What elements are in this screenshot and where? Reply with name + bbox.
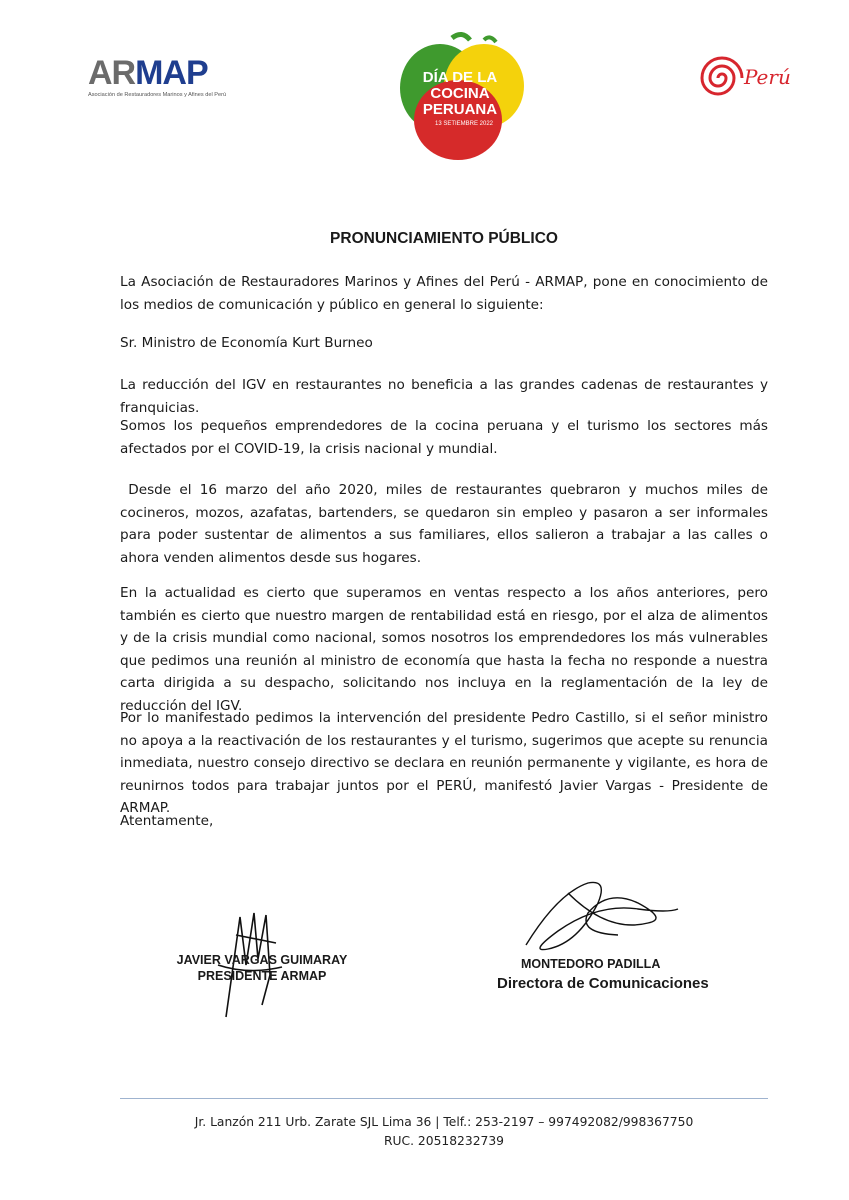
paragraph-actualidad: En la actualidad es cierto que superamos en ventas respecto a los años anteriores, pero también es cierto que nuestro margen de rentabilidad está en riesgo, por el alza de alimentos y de la crisis mundial como nacional, somos nosotros los emprendedores los más vulnerables que pedimos una reunión al ministro de economía que hasta la fecha no responde a nuestra carta dirigida a su despacho, solicitando nos incluya en la reglamentación de la ley de reducción del IGV. <box>120 585 768 714</box>
signature-block-right <box>497 957 737 992</box>
signature-block-left <box>172 952 352 984</box>
armap-logo-subtitle: Asociación de Restauradores Marinos y Afines del Perú <box>88 92 227 98</box>
signatory-right-name: MONTEDORO PADILLA <box>521 957 661 971</box>
paragraph-closing: Atentamente, <box>120 813 214 829</box>
dia-cocina-peruana-logo <box>392 30 532 162</box>
footer-ruc: RUC. 20518232739 <box>383 1134 504 1148</box>
dia-logo-line3: PERUANA <box>422 101 498 118</box>
signatory-left-role: PRESIDENTE ARMAP <box>197 969 327 983</box>
dia-logo-date: 13 SETIEMBRE 2022 <box>434 121 494 127</box>
armap-logo-ar: AR <box>88 54 136 92</box>
document-title: PRONUNCIAMIENTO PÚBLICO <box>330 230 558 247</box>
dia-logo-line1: DÍA DE LA <box>422 69 498 86</box>
peru-logo-text: Perú <box>744 65 791 89</box>
dia-logo-line2: COCINA <box>430 85 490 102</box>
armap-logo-map: MAP <box>135 54 208 92</box>
signature-right <box>518 873 688 963</box>
paragraph-addressee: Sr. Ministro de Economía Kurt Burneo <box>120 335 373 351</box>
peru-brand-logo <box>694 48 804 108</box>
paragraph-emprendedores: Somos los pequeños emprendedores de la cocina peruana y el turismo los sectores más afectados por el COVID-19, la crisis nacional y mundial. <box>120 418 768 457</box>
signatory-right-role: Directora de Comunicaciones <box>497 975 709 992</box>
signatory-left-name: JAVIER VARGAS GUIMARAY <box>176 953 348 967</box>
footer <box>120 1113 768 1151</box>
footer-address: Jr. Lanzón 211 Urb. Zarate SJL Lima 36 | Telf.: 253-2197 – 997492082/998367750 <box>194 1115 694 1129</box>
footer-divider <box>120 1098 768 1099</box>
paragraph-intro: La Asociación de Restauradores Marinos y Afines del Perú - ARMAP, pone en conocimiento de los medios de comunicación y público en general lo siguiente: <box>120 274 768 313</box>
paragraph-intervencion: Por lo manifestado pedimos la intervención del presidente Pedro Castillo, si el señor ministro no apoya a la reactivación de los restaurantes y el turismo, sugerimos que acepte su renuncia inmediata, nuestro consejo directivo se declara en reunión permanente y vigilante, es hora de reunirnos todos para trabajar juntos por el PERÚ, manifestó Javier Vargas - Presidente de ARMAP. <box>120 710 768 816</box>
paragraph-igv: La reducción del IGV en restaurantes no beneficia a las grandes cadenas de restaurantes y franquicias. <box>120 377 768 416</box>
paragraph-covid: Desde el 16 marzo del año 2020, miles de restaurantes quebraron y muchos miles de cocineros, mozos, azafatas, bartenders, se quedaron sin empleo y pasaron a ser informales para poder sustentar de alimentos a sus familiares, ellos salieron a trabajar a las calles o ahora venden alimentos desde sus hogares. <box>120 482 773 566</box>
letterhead <box>0 0 849 170</box>
armap-logo <box>88 56 248 98</box>
